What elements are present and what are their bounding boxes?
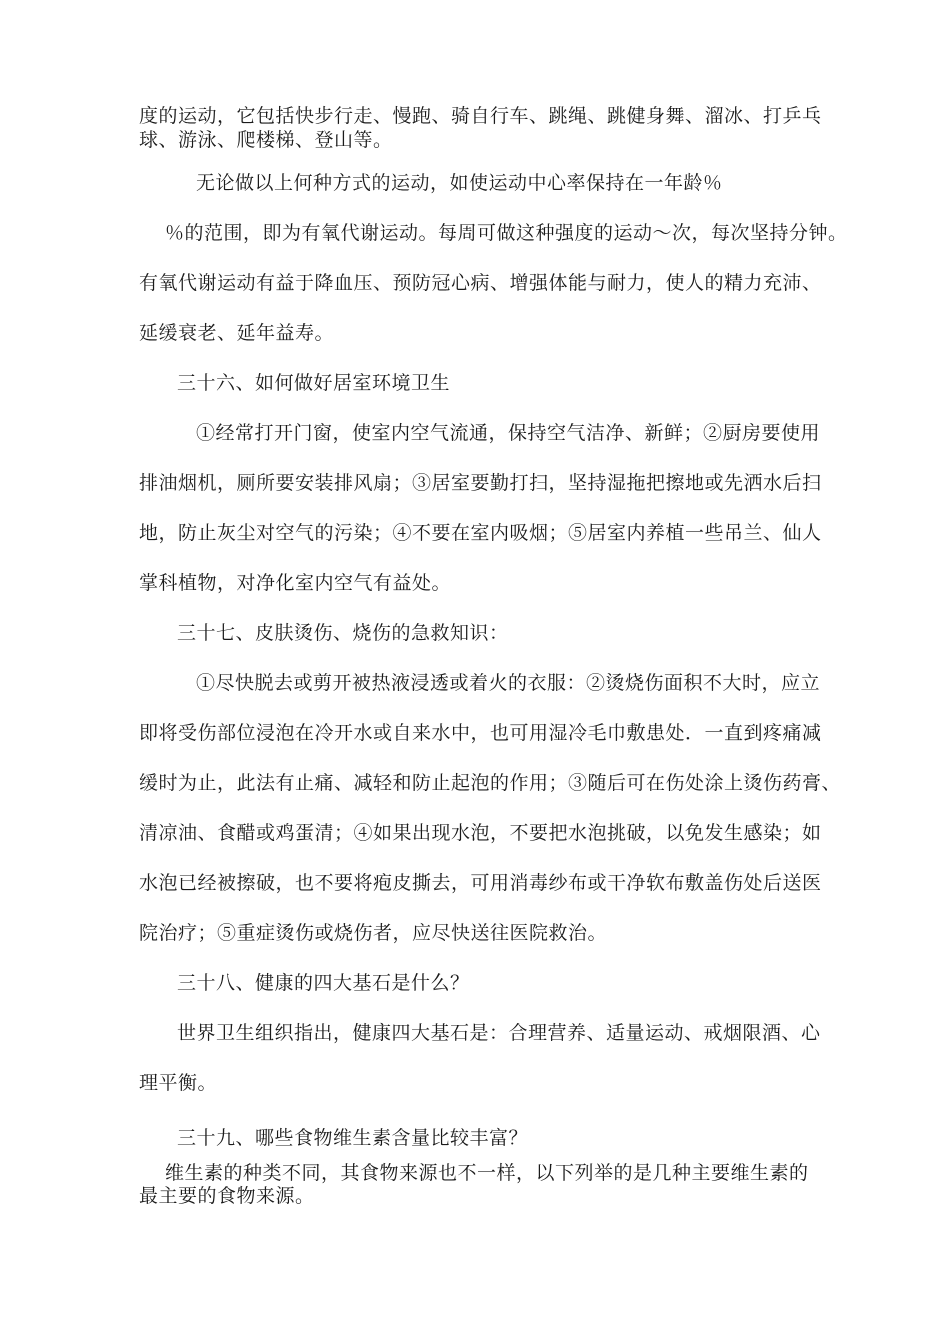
paragraph-line: 球、游泳、爬楼梯、登山等。 [139,129,393,151]
paragraph-line: 世界卫生组织指出，健康四大基石是：合理营养、适量运动、戒烟限酒、心 [177,1022,821,1044]
section-heading: 三十九、哪些食物维生素含量比较丰富？ [177,1127,529,1149]
paragraph-line: 院治疗；⑤重症烫伤或烧伤者，应尽快送往医院救治。 [139,922,608,944]
paragraph-line: 度的运动，它包括快步行走、慢跑、骑自行车、跳绳、跳健身舞、溜冰、打乒乓 [139,105,822,127]
section-heading: 三十六、如何做好居室环境卫生 [177,372,451,394]
paragraph-line: ①尽快脱去或剪开被热液浸透或着火的衣服：②烫烧伤面积不大时，应立 [196,672,821,694]
paragraph-line: 水泡已经被擦破，也不要将疱皮撕去，可用消毒纱布或干净软布敷盖伤处后送医 [139,872,822,894]
paragraph-line: 排油烟机，厕所要安装排风扇；③居室要勤打扫，坚持湿拖把擦地或先洒水后扫 [139,472,822,494]
paragraph-line: 即将受伤部位浸泡在冷开水或自来水中，也可用湿冷毛巾敷患处．一直到疼痛减 [139,722,822,744]
section-heading: 三十七、皮肤烫伤、烧伤的急救知识： [177,622,509,644]
paragraph-line: 掌科植物，对净化室内空气有益处。 [139,572,452,594]
paragraph-line: 维生素的种类不同，其食物来源也不一样，以下列举的是几种主要维生素的 [165,1162,809,1184]
paragraph-line: 延缓衰老、延年益寿。 [139,322,335,344]
paragraph-line: ％的范围，即为有氧代谢运动。每周可做这种强度的运动〜次，每次坚持分钟。 [165,222,848,244]
paragraph-line: ①经常打开门窗，使室内空气流通，保持空气洁净、新鲜；②厨房要使用 [196,422,821,444]
section-heading: 三十八、健康的四大基石是什么？ [177,972,470,994]
paragraph-line: 地，防止灰尘对空气的污染；④不要在室内吸烟；⑤居室内养植一些吊兰、仙人 [139,522,822,544]
paragraph-line: 缓时为止，此法有止痛、减轻和防止起泡的作用；③随后可在伤处涂上烫伤药膏、 [139,772,842,794]
paragraph-line: 理平衡。 [139,1072,218,1094]
paragraph-line: 清凉油、食醋或鸡蛋清；④如果出现水泡，不要把水泡挑破，以免发生感染；如 [139,822,822,844]
paragraph-line: 有氧代谢运动有益于降血压、预防冠心病、增强体能与耐力，使人的精力充沛、 [139,272,822,294]
paragraph-line: 最主要的食物来源。 [139,1185,315,1207]
paragraph-line: 无论做以上何种方式的运动，如使运动中心率保持在一年龄％ [196,172,723,194]
